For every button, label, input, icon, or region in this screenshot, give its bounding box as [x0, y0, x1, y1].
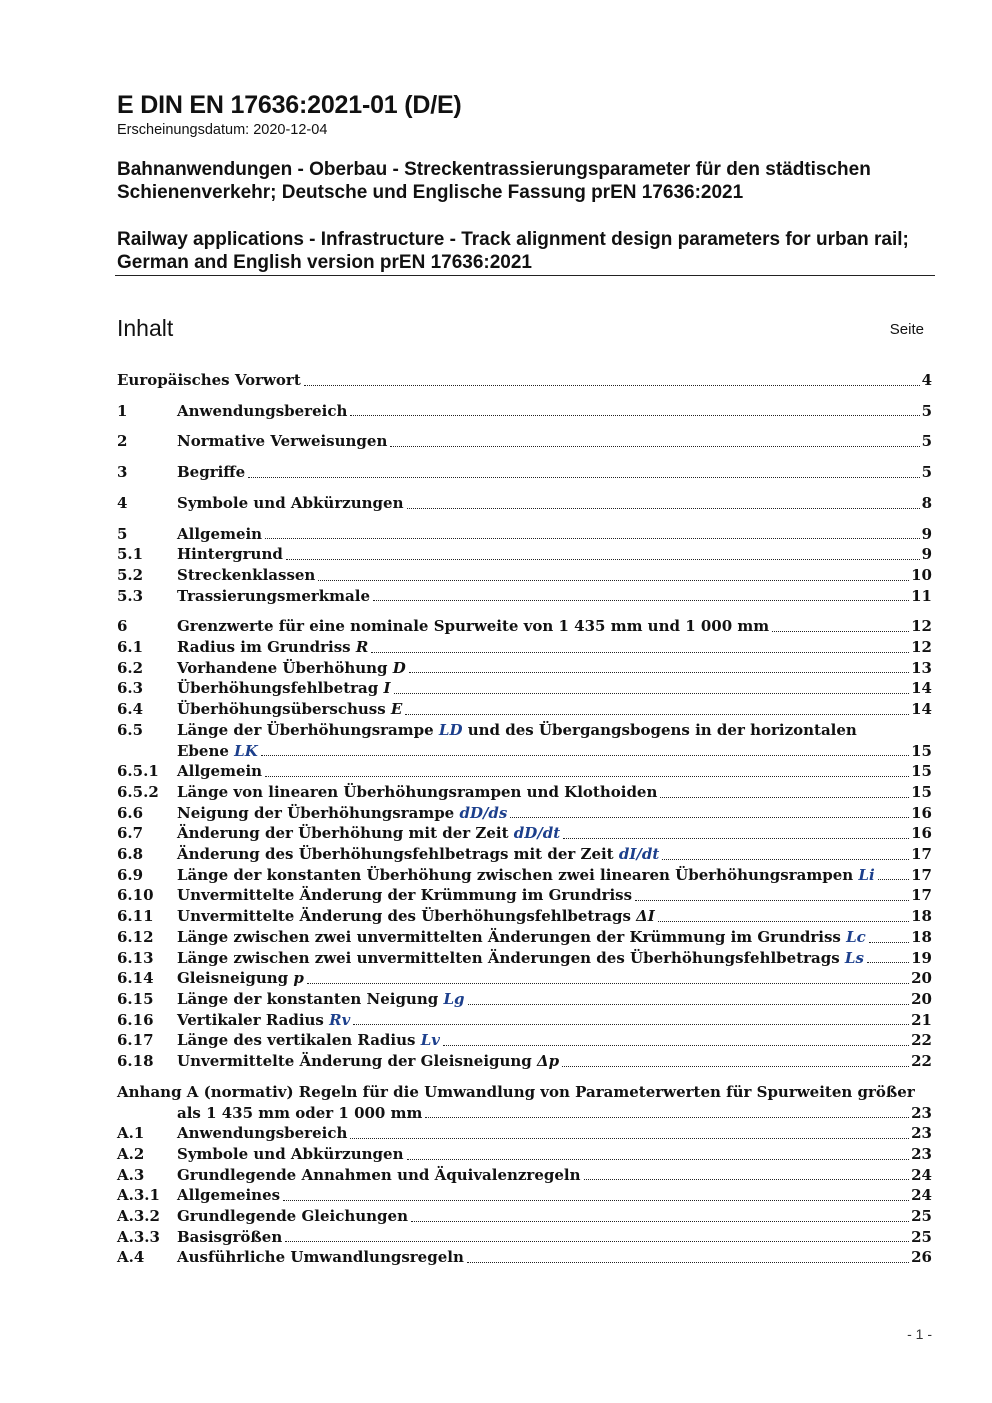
- toc-entry[interactable]: [117, 544, 932, 565]
- toc-entry-page: 9: [921, 545, 932, 564]
- toc-entry-page: 24: [911, 1165, 932, 1184]
- toc-leader: [405, 714, 909, 715]
- toc-entry-number: 6.14: [117, 969, 154, 988]
- toc-leader: [318, 580, 909, 581]
- toc-entry-title: Länge des vertikalen Radius Lv: [177, 1031, 440, 1050]
- toc-entry-page: 18: [911, 927, 932, 946]
- table-of-contents: [117, 370, 932, 1268]
- toc-entry[interactable]: [117, 586, 932, 607]
- toc-entry-number: 6.12: [117, 927, 154, 946]
- toc-entry[interactable]: [117, 1030, 932, 1051]
- toc-entry-page: 23: [911, 1124, 932, 1143]
- toc-leader: [265, 538, 919, 539]
- toc-entry[interactable]: [117, 1185, 932, 1206]
- toc-entry-title: Unvermittelte Änderung des Überhöhungsfehlbetrags ΔI: [177, 907, 655, 926]
- toc-entry[interactable]: [117, 524, 932, 545]
- toc-entry-page: 9: [921, 524, 932, 543]
- toc-entry-number: 6.5: [117, 720, 144, 739]
- math-symbol: p: [293, 969, 304, 988]
- math-symbol: I: [383, 679, 391, 698]
- page-number: - 1 -: [907, 1326, 932, 1342]
- toc-entry-number: 4: [117, 493, 128, 512]
- toc-entry[interactable]: [117, 906, 932, 927]
- toc-entry-title: Änderung der Überhöhung mit der Zeit dD/dt: [177, 824, 561, 843]
- toc-entry-page: 16: [911, 803, 932, 822]
- toc-entry-number: 6: [117, 617, 128, 636]
- toc-entry-number: 6.10: [117, 886, 154, 905]
- title-english: Railway applications - Infrastructure - Track alignment design parameters for urban rail; German and English version prEN 17636:2021: [117, 229, 909, 273]
- toc-entry-title: Länge der konstanten Überhöhung zwischen zwei linearen Überhöhungsrampen Li: [177, 865, 875, 884]
- math-symbol: dD/ds: [459, 803, 508, 822]
- toc-entry-number: 6.15: [117, 989, 154, 1008]
- toc-entry-number: A.3.1: [117, 1186, 160, 1205]
- toc-entry[interactable]: [117, 823, 932, 844]
- toc-entry-page: 15: [911, 782, 932, 801]
- toc-entry-page: 25: [911, 1207, 932, 1226]
- toc-entry-page: 13: [911, 658, 932, 677]
- toc-entry[interactable]: [117, 1051, 932, 1072]
- toc-entry-number: A.3.3: [117, 1227, 160, 1246]
- math-symbol: ΔI: [636, 907, 655, 926]
- toc-leader: [867, 962, 909, 963]
- toc-entry-title: Allgemeines: [177, 1186, 281, 1205]
- toc-leader: [350, 415, 919, 416]
- toc-entry-number: 6.8: [117, 845, 144, 864]
- toc-entry-title: Radius im Grundriss R: [177, 638, 369, 657]
- toc-entry-number: 6.5.1: [117, 762, 159, 781]
- toc-leader: [373, 600, 909, 601]
- toc-leader: [468, 1004, 910, 1005]
- toc-entry-number: 2: [117, 432, 128, 451]
- toc-leader: [878, 879, 909, 880]
- toc-entry[interactable]: [117, 1144, 932, 1165]
- toc-entry-title: Anwendungsbereich: [177, 1124, 348, 1143]
- toc-entry-number: 6.5.2: [117, 782, 159, 801]
- toc-entry-title: Anwendungsbereich: [177, 401, 348, 420]
- toc-leader: [411, 1221, 909, 1222]
- toc-entry-number: 6.17: [117, 1031, 154, 1050]
- toc-leader: [353, 1024, 909, 1025]
- toc-entry-number: 5.1: [117, 545, 144, 564]
- toc-entry[interactable]: [117, 678, 932, 699]
- toc-entry-page: 24: [911, 1186, 932, 1205]
- toc-entry-page: 11: [911, 586, 932, 605]
- toc-entry-title: Überhöhungsüberschuss E: [177, 700, 403, 719]
- toc-entry-title: Vertikaler Radius Rv: [177, 1010, 351, 1029]
- toc-entry-page: 14: [911, 700, 932, 719]
- toc-entry-title: Vorhandene Überhöhung D: [177, 658, 406, 677]
- toc-entry-number: 1: [117, 401, 128, 420]
- math-symbol: Ls: [844, 948, 864, 967]
- toc-entry-page: 8: [921, 493, 932, 512]
- math-symbol: LD: [438, 720, 463, 739]
- toc-entry[interactable]: [117, 401, 932, 422]
- toc-entry-page: 17: [911, 845, 932, 864]
- toc-leader: [390, 446, 919, 447]
- toc-leader: [286, 559, 920, 560]
- toc-leader: [307, 983, 909, 984]
- toc-entry-title: Allgemein: [177, 762, 263, 781]
- toc-entry-title: Grundlegende Annahmen und Äquivalenzregeln: [177, 1165, 581, 1184]
- toc-entry-number: 6.4: [117, 700, 144, 719]
- toc-entry-title-continued: als 1 435 mm oder 1 000 mm: [177, 1103, 423, 1122]
- toc-entry-number: 6.1: [117, 638, 144, 657]
- toc-leader: [407, 1159, 910, 1160]
- toc-entry-number: 5.3: [117, 586, 144, 605]
- toc-leader: [510, 817, 909, 818]
- toc-leader: [662, 859, 909, 860]
- toc-entry-page: 20: [911, 989, 932, 1008]
- toc-entry-page: 18: [911, 907, 932, 926]
- math-symbol: Lv: [420, 1031, 440, 1050]
- toc-entry-page: 23: [911, 1103, 932, 1122]
- toc-entry-page: 12: [911, 617, 932, 636]
- toc-leader: [285, 1241, 909, 1242]
- publication-date: Erscheinungsdatum: 2020-12-04: [117, 122, 328, 138]
- toc-entry[interactable]: [117, 565, 932, 586]
- toc-entry-page: 5: [921, 463, 932, 482]
- math-symbol: dD/dt: [513, 824, 561, 843]
- toc-entry-page: 15: [911, 762, 932, 781]
- toc-entry-title: Normative Verweisungen: [177, 432, 388, 451]
- toc-entry[interactable]: [117, 865, 932, 886]
- toc-entry-title: Streckenklassen: [177, 565, 316, 584]
- math-symbol: dI/dt: [618, 845, 660, 864]
- toc-entry[interactable]: [117, 803, 932, 824]
- toc-entry-page: 22: [911, 1052, 932, 1071]
- toc-entry[interactable]: [117, 462, 932, 483]
- toc-entry-title: Gleisneigung p: [177, 969, 304, 988]
- toc-entry-title: Unvermittelte Änderung der Gleisneigung Δp: [177, 1052, 560, 1071]
- toc-entry-title: Symbole und Abkürzungen: [177, 493, 404, 512]
- toc-heading: Inhalt: [117, 315, 174, 341]
- toc-leader: [562, 1066, 909, 1067]
- toc-entry-page: 15: [911, 741, 932, 760]
- toc-entry-page: 5: [921, 432, 932, 451]
- math-symbol: Lc: [846, 927, 866, 946]
- toc-entry[interactable]: [117, 885, 932, 906]
- toc-entry[interactable]: [117, 948, 932, 969]
- toc-entry-title: Begriffe: [177, 463, 246, 482]
- toc-leader: [869, 942, 909, 943]
- toc-leader: [467, 1262, 909, 1263]
- toc-leader: [563, 838, 909, 839]
- toc-entry[interactable]: [117, 699, 932, 720]
- toc-entry-number: 6.3: [117, 679, 144, 698]
- toc-leader: [350, 1138, 909, 1139]
- document-number: E DIN EN 17636:2021-01 (D/E): [117, 91, 462, 119]
- toc-entry-number: 5.2: [117, 565, 144, 584]
- math-symbol: Li: [858, 865, 875, 884]
- title-german: Bahnanwendungen - Oberbau - Streckentrassierungsparameter für den städtischen Schienenverkehr; Deutsche und Englische Fassung prEN 17636:2021: [117, 159, 871, 203]
- toc-entry-title: Länge von linearen Überhöhungsrampen und Klothoiden: [177, 782, 658, 801]
- toc-entry-page: 16: [911, 824, 932, 843]
- toc-entry-title: Änderung des Überhöhungsfehlbetrags mit der Zeit dI/dt: [177, 845, 660, 864]
- toc-entry[interactable]: [117, 927, 932, 948]
- toc-entry-title: Länge zwischen zwei unvermittelten Änderungen der Krümmung im Grundriss Lc: [177, 927, 866, 946]
- toc-entry[interactable]: [117, 431, 932, 452]
- toc-entry-title: Basisgrößen: [177, 1227, 283, 1246]
- toc-leader: [283, 1200, 909, 1201]
- toc-leader: [443, 1045, 909, 1046]
- toc-entry-page: 14: [911, 679, 932, 698]
- toc-entry-page: 19: [911, 948, 932, 967]
- toc-entry[interactable]: [117, 1123, 932, 1144]
- math-symbol: R: [355, 638, 369, 657]
- toc-entry[interactable]: [117, 616, 932, 637]
- toc-entry[interactable]: [117, 637, 932, 658]
- toc-entry-page: 12: [911, 638, 932, 657]
- toc-leader: [658, 921, 909, 922]
- toc-entry[interactable]: [117, 1010, 932, 1031]
- toc-entry-page: 17: [911, 865, 932, 884]
- toc-entry-title: Europäisches Vorwort: [117, 371, 301, 389]
- toc-entry[interactable]: [117, 658, 932, 679]
- toc-entry-number: A.4: [117, 1248, 145, 1267]
- toc-entry[interactable]: [117, 968, 932, 989]
- toc-leader: [261, 755, 909, 756]
- toc-entry-number: 6.16: [117, 1010, 154, 1029]
- toc-entry-title: Ausführliche Umwandlungsregeln: [177, 1248, 464, 1267]
- toc-entry-page: 22: [911, 1031, 932, 1050]
- toc-entry-page: 20: [911, 969, 932, 988]
- toc-entry-number: 6.6: [117, 803, 144, 822]
- toc-entry-number: 6.11: [117, 907, 154, 926]
- toc-entry[interactable]: [117, 1247, 932, 1268]
- math-symbol: LK: [234, 741, 258, 760]
- toc-entry[interactable]: [117, 720, 932, 761]
- toc-entry-page: 4: [921, 371, 932, 389]
- toc-entry-title: Grenzwerte für eine nominale Spurweite von 1 435 mm und 1 000 mm: [177, 617, 770, 636]
- toc-leader: [248, 477, 919, 478]
- toc-entry-page: 10: [911, 565, 932, 584]
- toc-leader: [371, 652, 909, 653]
- toc-entry-number: A.1: [117, 1124, 145, 1143]
- toc-leader: [304, 385, 920, 386]
- toc-entry[interactable]: [117, 782, 932, 803]
- toc-entry-number: 6.18: [117, 1052, 154, 1071]
- math-symbol: D: [392, 658, 406, 677]
- toc-entry-title: Länge zwischen zwei unvermittelten Änderungen des Überhöhungsfehlbetrags Ls: [177, 948, 864, 967]
- toc-leader: [409, 672, 909, 673]
- toc-entry-page: 5: [921, 401, 932, 420]
- toc-entry-title: Symbole und Abkürzungen: [177, 1144, 404, 1163]
- toc-entry[interactable]: [117, 493, 932, 514]
- toc-entry-page: 26: [911, 1248, 932, 1267]
- toc-entry-title: Allgemein: [177, 524, 263, 543]
- toc-entry-page: 21: [911, 1010, 932, 1029]
- toc-entry-title: Überhöhungsfehlbetrag I: [177, 679, 391, 698]
- toc-entry-number: 6.2: [117, 658, 144, 677]
- toc-entry-annex-a[interactable]: [117, 1082, 932, 1123]
- toc-entry-title-continued: Ebene LK: [177, 741, 258, 760]
- toc-entry-number: 5: [117, 524, 128, 543]
- toc-entry-title: Trassierungsmerkmale: [177, 586, 371, 605]
- toc-leader: [425, 1117, 909, 1118]
- toc-entry[interactable]: [117, 1165, 932, 1186]
- toc-entry[interactable]: [117, 1206, 932, 1227]
- toc-entry-number: 6.13: [117, 948, 154, 967]
- toc-entry-number: 3: [117, 463, 128, 482]
- toc-entry-title: Anhang A (normativ) Regeln für die Umwandlung von Parameterwerten für Spurweiten größer: [117, 1082, 915, 1101]
- toc-entry[interactable]: [117, 844, 932, 865]
- toc-page-column-label: Seite: [889, 321, 924, 338]
- math-symbol: E: [390, 700, 403, 719]
- title-divider: [115, 275, 935, 276]
- toc-entry-title: Hintergrund: [177, 545, 283, 564]
- toc-entry-foreword[interactable]: [117, 370, 932, 391]
- math-symbol: Lg: [443, 989, 465, 1008]
- toc-entry-page: 25: [911, 1227, 932, 1246]
- toc-leader: [407, 508, 920, 509]
- toc-entry[interactable]: [117, 989, 932, 1010]
- toc-entry-page: 23: [911, 1144, 932, 1163]
- toc-entry-title: Unvermittelte Änderung der Krümmung im Grundriss: [177, 886, 633, 905]
- toc-entry[interactable]: [117, 761, 932, 782]
- toc-leader: [635, 900, 909, 901]
- toc-leader: [660, 797, 909, 798]
- toc-entry-number: 6.9: [117, 865, 144, 884]
- toc-entry-number: A.3: [117, 1165, 145, 1184]
- toc-entry-title: Länge der konstanten Neigung Lg: [177, 989, 465, 1008]
- toc-leader: [394, 693, 910, 694]
- toc-entry-number: 6.7: [117, 824, 144, 843]
- toc-entry[interactable]: [117, 1227, 932, 1248]
- toc-entry-number: A.3.2: [117, 1207, 160, 1226]
- toc-leader: [265, 776, 909, 777]
- toc-entry-title: Grundlegende Gleichungen: [177, 1207, 408, 1226]
- toc-leader: [584, 1179, 910, 1180]
- toc-entry-title: Länge der Überhöhungsrampe LD und des Übergangsbogens in der horizontalen: [177, 720, 857, 739]
- math-symbol: Rv: [329, 1010, 351, 1029]
- toc-entry-number: A.2: [117, 1144, 145, 1163]
- toc-leader: [772, 631, 909, 632]
- math-symbol: Δp: [537, 1052, 560, 1071]
- toc-entry-title: Neigung der Überhöhungsrampe dD/ds: [177, 803, 508, 822]
- toc-entry-page: 17: [911, 886, 932, 905]
